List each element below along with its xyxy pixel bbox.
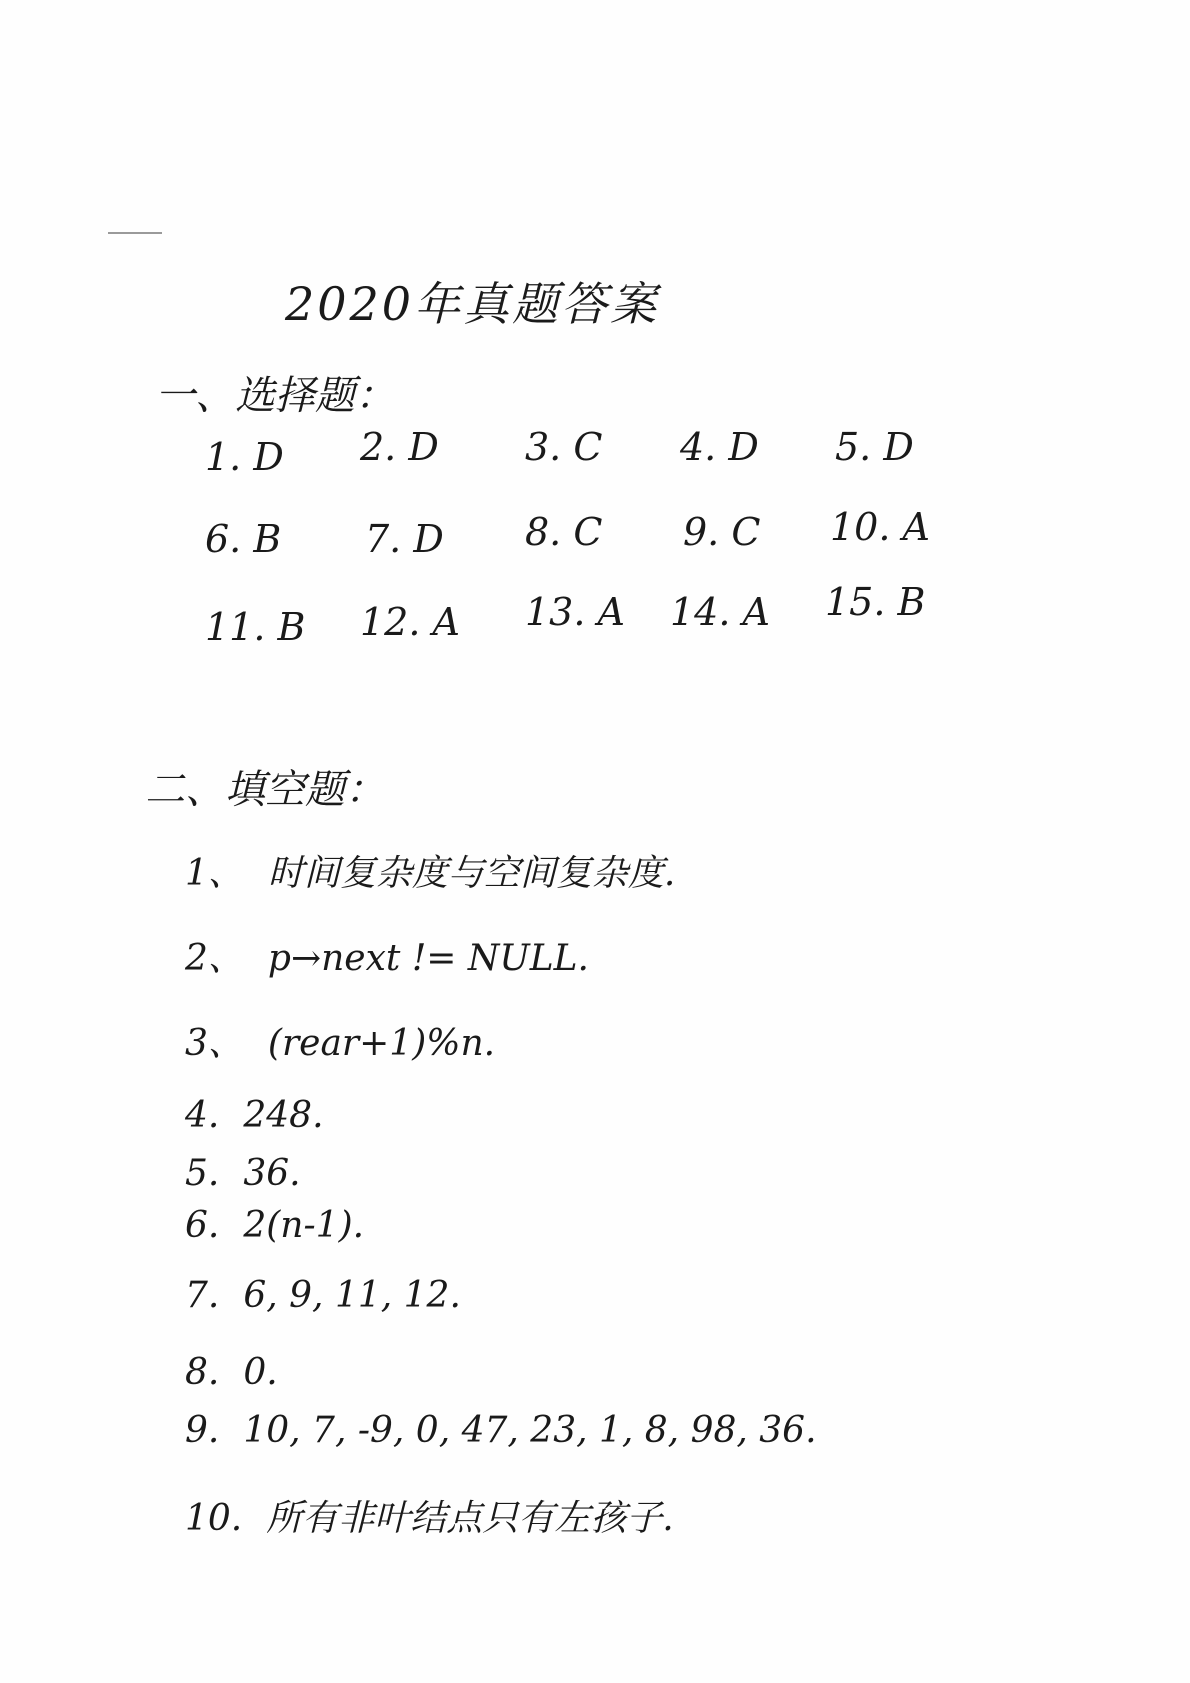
fill-answer-6 <box>185 1205 364 1246</box>
fill-section-heading: 二、填空题： <box>145 767 385 813</box>
choice-section-heading: 一、选择题： <box>155 373 395 419</box>
choice-answer-12: 12. A <box>360 600 460 644</box>
fill-answer-number: 2、 <box>185 938 244 979</box>
choice-answer-14: 14. A <box>670 590 770 634</box>
scan-mark <box>108 232 162 234</box>
choice-answer-1: 1. D <box>205 435 284 479</box>
choice-answer-10: 10. A <box>830 505 930 549</box>
fill-answer-1 <box>185 845 675 896</box>
fill-answer-text: 36. <box>243 1153 301 1194</box>
fill-answer-text: 0. <box>243 1352 278 1393</box>
fill-answer-text: p→next != NULL. <box>267 938 589 979</box>
fill-answer-text: 10, 7, -9, 0, 47, 23, 1, 8, 98, 36. <box>243 1410 817 1451</box>
fill-answer-number: 3、 <box>185 1023 244 1064</box>
fill-answer-text: 所有非叶结点只有左孩子. <box>266 1498 674 1539</box>
choice-answer-15: 15. B <box>825 580 926 624</box>
choice-answer-13: 13. A <box>525 590 625 634</box>
choice-answer-9: 9. C <box>683 510 761 554</box>
fill-answer-number: 10. <box>185 1498 243 1539</box>
fill-answer-text: (rear+1)%n. <box>267 1023 496 1064</box>
choice-answer-2: 2. D <box>360 425 439 469</box>
choice-answer-11: 11. B <box>205 605 306 649</box>
fill-answer-5 <box>185 1153 301 1194</box>
fill-answer-number: 4. <box>185 1095 220 1136</box>
fill-answer-7 <box>185 1275 461 1316</box>
fill-answer-text: 2(n-1). <box>243 1205 365 1246</box>
fill-answer-3 <box>185 1015 495 1066</box>
choice-answer-7: 7. D <box>365 517 444 561</box>
fill-answer-2 <box>185 930 589 981</box>
choice-answer-6: 6. B <box>205 517 282 561</box>
fill-answer-number: 1、 <box>185 853 244 894</box>
choice-answer-4: 4. D <box>680 425 759 469</box>
fill-answer-text: 6, 9, 11, 12. <box>243 1275 461 1316</box>
fill-answer-number: 6. <box>185 1205 220 1246</box>
choice-answer-3: 3. C <box>525 425 603 469</box>
fill-answer-8 <box>185 1352 278 1393</box>
page-title: 2020年真题答案 <box>285 277 660 331</box>
choice-answer-5: 5. D <box>835 425 914 469</box>
fill-answer-number: 9. <box>185 1410 220 1451</box>
fill-answer-4 <box>185 1095 324 1136</box>
fill-answer-number: 8. <box>185 1352 220 1393</box>
choice-answer-8: 8. C <box>525 510 603 554</box>
fill-answer-number: 7. <box>185 1275 220 1316</box>
fill-answer-9 <box>185 1410 817 1451</box>
fill-answer-text: 时间复杂度与空间复杂度. <box>267 853 676 894</box>
fill-answer-text: 248. <box>243 1095 324 1136</box>
fill-answer-10 <box>185 1490 674 1541</box>
fill-answer-number: 5. <box>185 1153 220 1194</box>
